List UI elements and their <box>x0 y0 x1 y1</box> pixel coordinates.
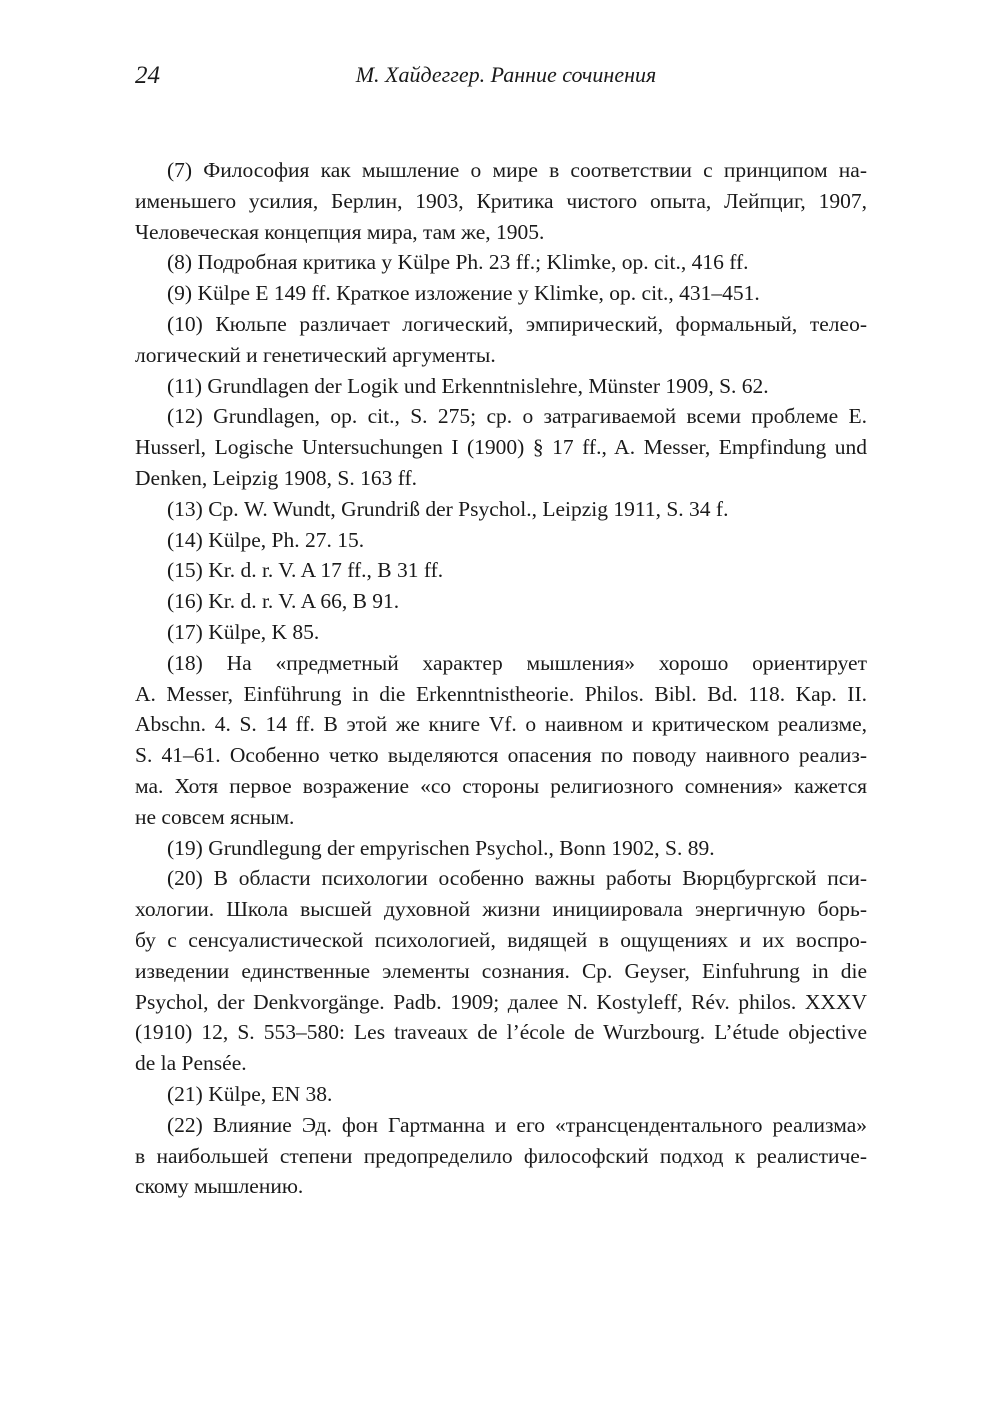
endnote-19 <box>135 833 867 864</box>
endnote-16 <box>135 586 867 617</box>
endnote-line: логический и генетический аргументы. <box>135 342 496 367</box>
endnote-line: (10) Кюльпе различает логический, эмпирический, формальный, телео- <box>167 311 867 336</box>
endnote-22 <box>135 1110 867 1202</box>
endnote-line: Человеческая концепция мира, там же, 1905. <box>135 219 545 244</box>
endnote-line: (18) На «предметный характер мышления» хорошо ориентирует <box>167 650 867 675</box>
endnote-line: (7) Философия как мышление о мире в соответствии с принципом на- <box>167 158 867 182</box>
endnote-line: S. 41–61. Особенно четко выделяются опасения по поводу наивного реализ- <box>135 743 867 768</box>
endnote-line: (12) Grundlagen, op. cit., S. 275; ср. о затрагиваемой всеми проблеме E. <box>167 404 867 429</box>
endnote-line: A. Messer, Einführung in die Erkenntnistheorie. Philos. Bibl. Bd. 118. Kap. II. <box>135 681 867 706</box>
endnote-line: Psychol, der Denkvorgänge. Padb. 1909; далее N. Kostyleff, Rév. philos. XXXV <box>135 989 867 1014</box>
endnote-line: хологии. Школа высшей духовной жизни инициировала энергичную борь- <box>135 897 867 922</box>
endnote-line: (8) Подробная критика у Külpe Ph. 23 ff.; Klimke, op. cit., 416 ff. <box>167 250 749 275</box>
endnote-13 <box>135 494 867 525</box>
endnote-9 <box>135 278 867 309</box>
endnote-line: изведении единственные элементы сознания. Ср. Geyser, Einfuhrung in die <box>135 958 867 983</box>
endnote-line: (19) Grundlegung der empyrischen Psychol., Bonn 1902, S. 89. <box>167 835 715 860</box>
endnote-line: (17) Külpe, K 85. <box>167 619 320 644</box>
endnote-8 <box>135 247 867 278</box>
endnote-20 <box>135 863 867 1079</box>
endnote-10 <box>135 309 867 371</box>
endnote-line: (11) Grundlagen der Logik und Erkenntnislehre, Münster 1909, S. 62. <box>167 373 769 398</box>
endnote-line: бу с сенсуалистической психологией, видящей в ощущениях и их воспро- <box>135 927 867 952</box>
endnote-21 <box>135 1079 867 1110</box>
endnote-line: Denken, Leipzig 1908, S. 163 ff. <box>135 465 418 490</box>
page-number: 24 <box>135 62 160 89</box>
endnote-line: именьшего усилия, Берлин, 1903, Критика чистого опыта, Лейпциг, 1907, <box>135 188 867 213</box>
endnote-17 <box>135 617 867 648</box>
running-title: М. Хайдеггер. Ранние сочинения <box>355 62 657 87</box>
endnote-line: de la Pensée. <box>135 1051 247 1076</box>
endnote-line: не совсем ясным. <box>135 804 295 829</box>
endnote-line: (13) Ср. W. Wundt, Grundriß der Psychol., Leipzig 1911, S. 34 f. <box>167 496 729 521</box>
endnote-11 <box>135 371 867 402</box>
endnote-line: (15) Kr. d. r. V. A 17 ff., B 31 ff. <box>167 558 444 583</box>
endnote-line: (21) Külpe, EN 38. <box>167 1081 333 1106</box>
endnote-line: (16) Kr. d. r. V. A 66, B 91. <box>167 589 400 614</box>
running-head <box>135 58 867 98</box>
endnote-18 <box>135 648 867 833</box>
endnote-line: (22) Влияние Эд. фон Гартманна и его «трансцендентального реализма» <box>167 1112 867 1137</box>
endnote-line: (20) В области психологии особенно важны работы Вюрцбургской пси- <box>167 866 867 891</box>
endnote-line: скому мышлению. <box>135 1174 304 1199</box>
endnotes-list <box>135 155 867 1202</box>
endnote-line: Abschn. 4. S. 14 ff. В этой же книге Vf. о наивном и критическом реализме, <box>135 712 867 737</box>
endnote-line: Husserl, Logische Untersuchungen I (1900) § 17 ff., A. Messer, Empfindung und <box>135 435 867 460</box>
endnote-line: (14) Külpe, Ph. 27. 15. <box>167 527 365 552</box>
endnote-line: ма. Хотя первое возражение «со стороны религиозного сомнения» кажется <box>135 773 867 798</box>
endnote-line: в наибольшей степени предопределило философский подход к реалистиче- <box>135 1143 867 1168</box>
endnote-15 <box>135 555 867 586</box>
endnote-12 <box>135 401 867 493</box>
endnote-7 <box>135 155 867 247</box>
endnote-line: (9) Külpe E 149 ff. Краткое изложение у Klimke, op. cit., 431–451. <box>167 281 760 306</box>
endnote-line: (1910) 12, S. 553–580: Les traveaux de l’école de Wurzbourg. L’étude objective <box>135 1020 867 1045</box>
endnote-14 <box>135 525 867 556</box>
